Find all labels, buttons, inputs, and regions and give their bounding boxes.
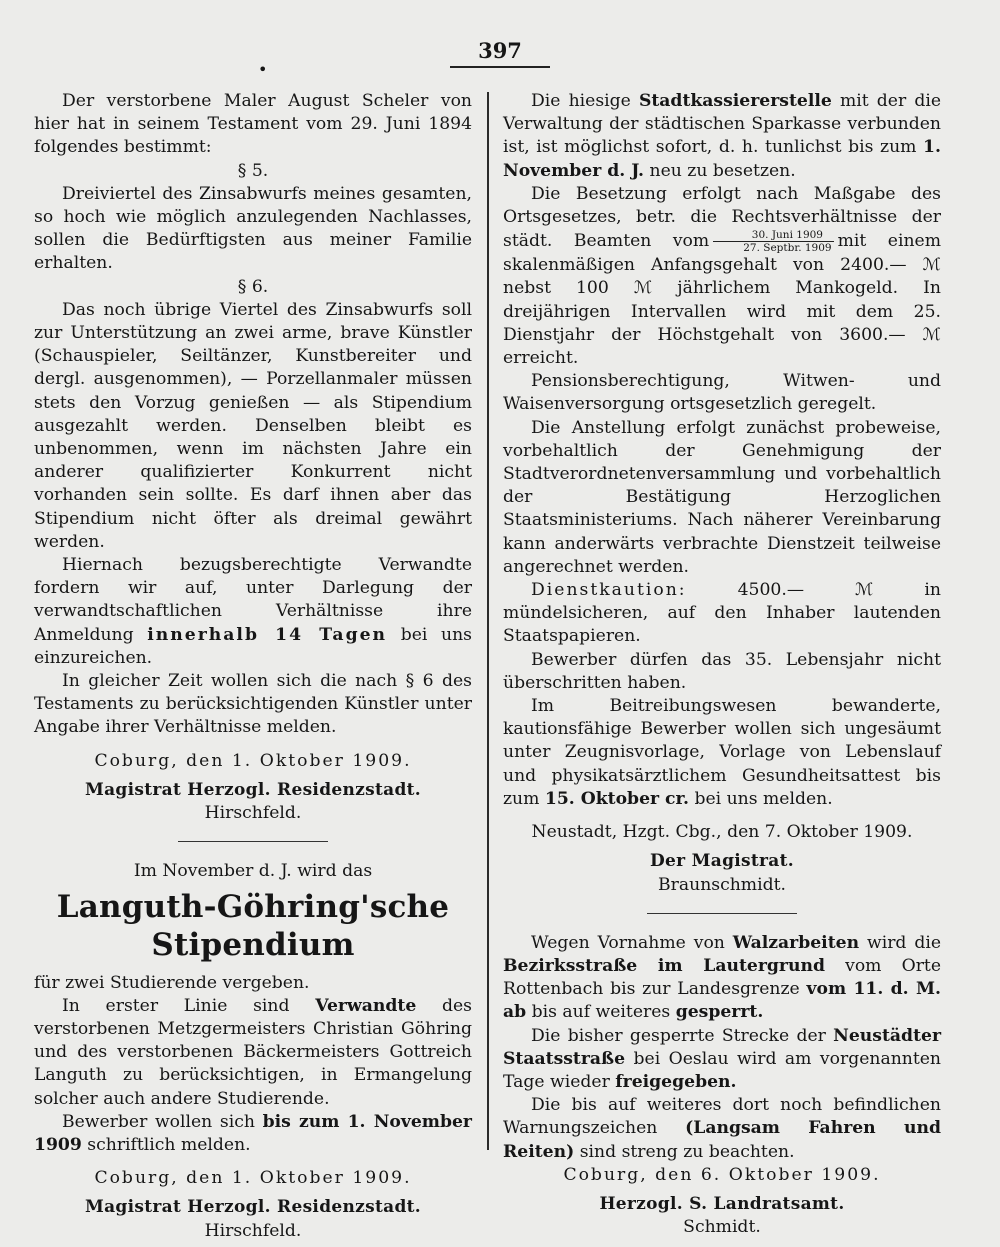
notice-date: Neustadt, Hzgt. Cbg., den 7. Oktober 1909. — [531, 822, 913, 843]
deadline-emphasis: vom 11. d. M. ab — [503, 979, 941, 1023]
notice-paragraph: Bewerber wollen sich bis zum 1. November 1909 schriftlich melden. — [34, 1111, 472, 1155]
emphasis: freigegeben. — [615, 1071, 737, 1092]
notice-intro: Im November d. J. wird das — [133, 861, 373, 882]
notice-paragraph: Die Besetzung erfolgt nach Maßgabe des Ortsgesetzes, betr. die Rechtsverhältnisse der städt. Beamten vom $\frac{\text{30. Juni 1909}}{\text{27. Septbr. 1909}}$ mit einem skalenmäßigen Anfangsgehalt von 2400.— ℳ nebst 100 ℳ jährlichem Mankogeld. In dreijährigen Intervallen wird mit dem 25. Dienstjahr der Höchstgehalt von 3600.— ℳ erreicht. — [503, 183, 942, 369]
notice-paragraph: Pensionsberechtigung, Witwen- und Waisenversorgung ortsgesetzlich geregelt. — [503, 371, 941, 415]
notice-paragraph: für zwei Studierende vergeben. — [34, 972, 310, 993]
stipendium-title: Languth-Göhring'sche Stipendium — [56, 888, 450, 963]
scheler-notice — [34, 90, 472, 825]
notice-date: Coburg, den 1. Oktober 1909. — [94, 1168, 412, 1189]
emphasis: Verwandte — [315, 995, 417, 1016]
signatory-name: Hirschfeld. — [204, 803, 302, 824]
notice-date: Coburg, den 6. Oktober 1909. — [563, 1164, 881, 1185]
signatory-name: Schmidt. — [683, 1217, 761, 1238]
notice-paragraph: Hiernach bezugsberechtigte Verwandte fordern wir auf, unter Darlegung der verwandtschaftlichen Verhältnisse ihre Anmeldung innerhalb 14 Tagen bei uns einzureichen. — [34, 555, 472, 668]
right-column — [503, 90, 941, 1243]
issuer-signature: Herzogl. S. Landratsamt. — [599, 1193, 845, 1214]
date-fraction: $\frac{\text{30. Juni 1909}}{\text{27. Septbr. 1909}}$ — [713, 229, 833, 254]
notice-paragraph: Dreiviertel des Zinsabwurfs meines gesamten, so hoch wie möglich anzulegenden Nachlasses, sollen die Bedürftigsten aus meiner Familie erhalten. — [34, 183, 472, 274]
notice-paragraph: Die bis auf weiteres dort noch befindlichen Warnungszeichen (Langsam Fahren und Reiten) sind streng zu beachten. — [503, 1095, 941, 1162]
issuer-signature: Magistrat Herzogl. Residenzstadt. — [84, 1197, 422, 1218]
notice-paragraph: Der verstorbene Maler August Scheler von hier hat in seinem Testament vom 29. Juni 1894 folgendes bestimmt: — [34, 91, 472, 158]
emphasis: Bezirksstraße im Lautergrund — [503, 955, 825, 976]
signatory-name: Braunschmidt. — [658, 874, 786, 895]
issuer-signature: Magistrat Herzogl. Residenzstadt. — [84, 779, 422, 800]
left-column — [34, 90, 472, 1247]
deadline-emphasis: 15. Oktober cr. — [544, 788, 689, 809]
notice-paragraph: Die bisher gesperrte Strecke der Neustädter Staatsstraße bei Oeslau wird am vorgenannten Tage wieder freigegeben. — [503, 1025, 941, 1092]
notice-paragraph: In erster Linie sind Verwandte des verstorbenen Metzgermeisters Christian Göhring und des verstorbenen Bäckermeisters Gottreich Languth zu berücksichtigen, in Ermangelung solcher auch andere Studierende. — [34, 995, 472, 1109]
signatory-name: Hirschfeld. — [204, 1220, 302, 1241]
stadtkassierer-notice — [503, 90, 941, 897]
notice-date: Coburg, den 1. Oktober 1909. — [94, 750, 412, 771]
notice-paragraph: Das noch übrige Viertel des Zinsabwurfs soll zur Unterstützung an zwei arme, brave Künstler (Schauspieler, Seiltänzer, Kunstbereiter und dergl. ausgenommen), — Porzellanmaler müssen stets den Vorzug genießen — als Stipendium ausgezahlt werden. Denselben bleibt es unbenommen, wenn im nächsten Jahre ein anderer qualifizierter Konkurrent nicht vorhanden sein sollte. Es darf ihnen aber das Stipendium nicht öfter als dreimal gewährt werden. — [34, 299, 472, 552]
notice-paragraph: Bewerber dürfen das 35. Lebensjahr nicht überschritten haben. — [503, 649, 941, 693]
notice-separator — [647, 913, 797, 914]
deadline-emphasis: bis zum 1. November 1909 — [34, 1111, 472, 1155]
emphasis: (Langsam Fahren und Reiten) — [503, 1118, 941, 1162]
stipendium-notice — [34, 860, 472, 1242]
notice-paragraph: Die hiesige Stadtkassiererstelle mit der die Verwaltung der städtischen Sparkasse verbunden ist, ist möglichst sofort, d. h. tunlichst bis zum 1. November d. J. neu zu besetzen. — [503, 91, 941, 181]
issuer-signature: Der Magistrat. — [650, 851, 794, 872]
notice-paragraph: In gleicher Zeit wollen sich die nach § 6 des Testaments zu berücksichtigenden Künstler unter Angabe ihrer Verhältnisse melden. — [34, 671, 472, 738]
emphasis: Walzarbeiten — [732, 932, 860, 953]
notice-paragraph: Im Beitreibungswesen bewanderte, kautionsfähige Bewerber wollen sich ungesäumt unter Zeugnisvorlage, Vorlage von Lebenslauf und physikatsärztlichem Gesundheitsattest bis zum 15. Oktober cr. bei uns melden. — [503, 696, 941, 809]
section-heading: § 6. — [237, 276, 269, 297]
notice-paragraph: Wegen Vornahme von Walzarbeiten wird die Bezirksstraße im Lautergrund vom Orte Rottenbach bis zur Landesgrenze vom 11. d. M. ab bis auf weiteres gesperrt. — [503, 932, 941, 1023]
emphasis: gesperrt. — [675, 1002, 764, 1023]
column-divider — [487, 92, 489, 1150]
notice-paragraph: Dienstkaution: 4500.— ℳ in mündelsicheren, auf den Inhaber lautenden Staatspapieren. — [503, 580, 941, 647]
deadline-emphasis: innerhalb 14 Tagen — [147, 624, 388, 645]
emphasis: Neustädter Staatsstraße — [503, 1025, 941, 1069]
emphasis: Dienstkaution: — [531, 580, 687, 601]
notice-separator — [178, 841, 328, 842]
deadline-emphasis: 1. November d. J. — [503, 137, 941, 181]
road-closure-notice — [503, 932, 941, 1240]
section-heading: § 5. — [237, 160, 269, 181]
page-number: 397 — [478, 38, 522, 63]
emphasis: Stadtkassiererstelle — [638, 91, 832, 111]
header-rule — [450, 66, 550, 68]
decorative-dot: • — [258, 60, 268, 79]
notice-paragraph: Die Anstellung erfolgt zunächst probeweise, vorbehaltlich der Genehmigung der Stadtverordnetenversammlung und vorbehaltlich der Bestätigung Herzoglichen Staatsministeriums. Nach näherer Vereinbarung kann anderwärts verbrachte Dienstzeit teilweise angerechnet werden. — [503, 417, 941, 577]
